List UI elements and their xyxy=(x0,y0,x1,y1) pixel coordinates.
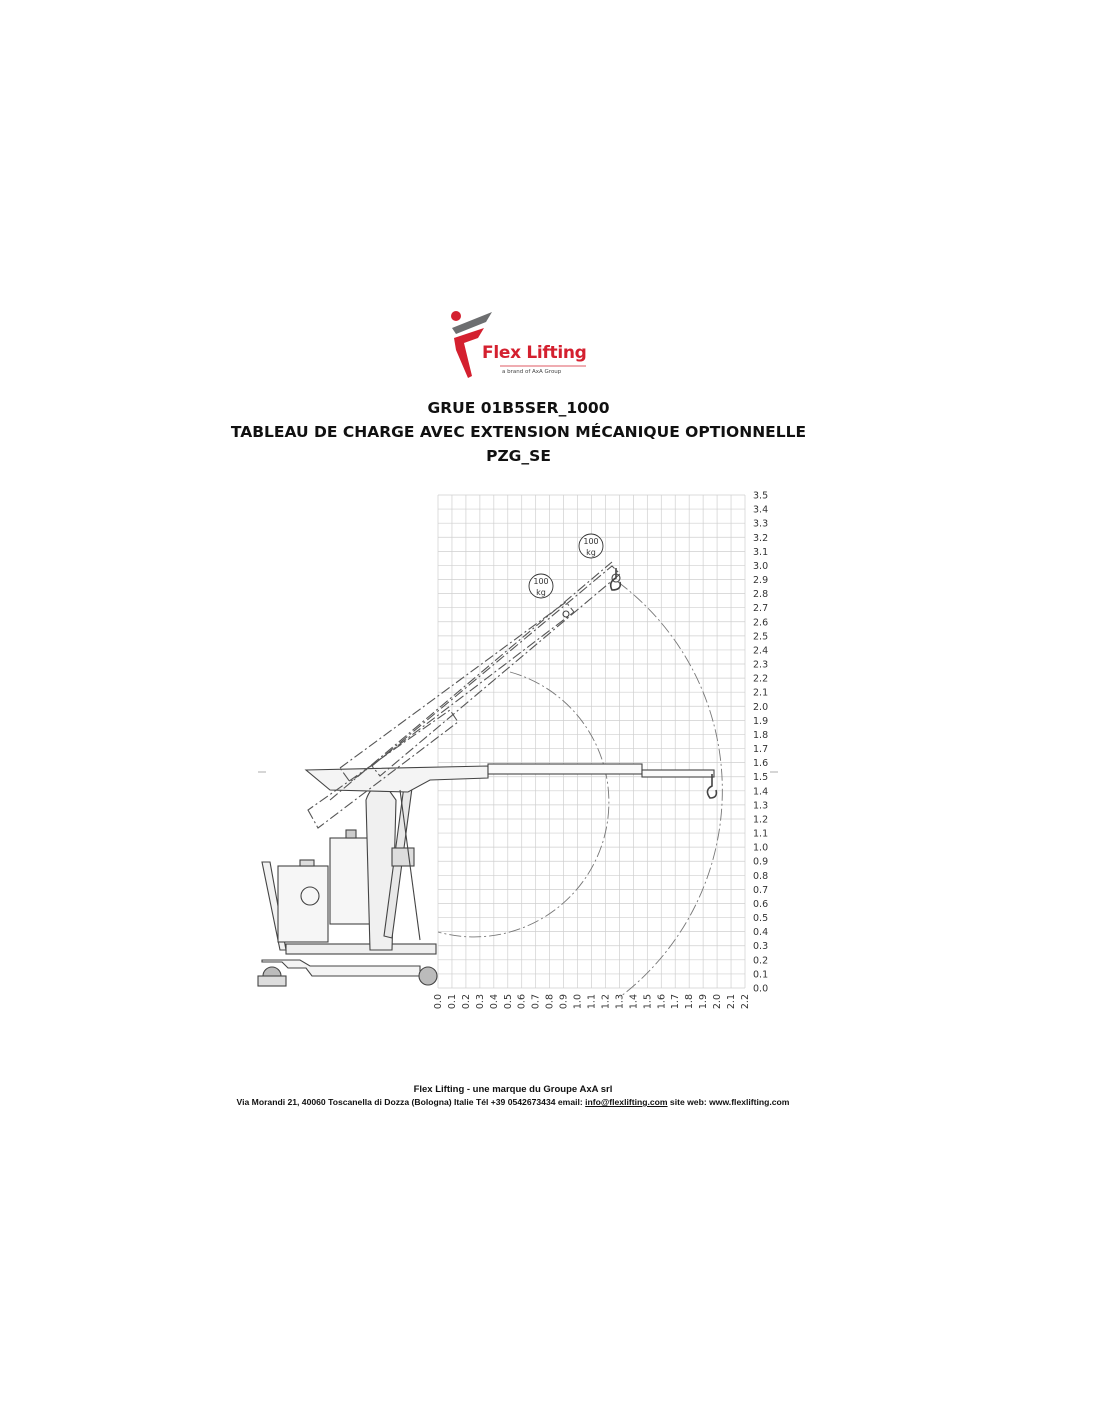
page-footer xyxy=(0,1084,1026,1108)
x-tick-label: 0.6 xyxy=(516,994,528,1010)
y-tick-label: 1.4 xyxy=(753,786,769,798)
logo-tagline: a brand of AxA Group xyxy=(502,369,562,375)
battery-box xyxy=(278,866,328,942)
y-tick-label: 1.0 xyxy=(753,842,769,854)
y-tick-label: 2.5 xyxy=(753,631,769,643)
x-tick-label: 1.5 xyxy=(642,994,654,1010)
footer-contact xyxy=(0,1096,1026,1108)
y-tick-label: 1.6 xyxy=(753,758,769,770)
x-tick-label: 0.4 xyxy=(488,994,500,1010)
x-axis-ticks xyxy=(433,994,751,1009)
y-tick-label: 1.5 xyxy=(753,772,769,784)
y-tick-label: 3.1 xyxy=(753,546,769,558)
y-tick-label: 0.0 xyxy=(753,983,769,995)
load-label-retracted xyxy=(529,574,553,598)
y-axis-ticks xyxy=(753,491,768,995)
y-tick-label: 1.1 xyxy=(753,828,769,840)
footer-company: Flex Lifting - une marque du Groupe AxA srl xyxy=(413,1084,613,1095)
title-line-1: GRUE 01B5SER_1000 xyxy=(427,399,610,417)
x-tick-label: 2.0 xyxy=(712,994,724,1010)
y-tick-label: 0.8 xyxy=(753,870,769,882)
load-label-extended xyxy=(579,534,603,558)
x-tick-label: 1.7 xyxy=(670,994,682,1010)
boom-extension-2 xyxy=(642,770,714,777)
y-tick-label: 3.0 xyxy=(753,560,769,572)
y-tick-label: 3.2 xyxy=(753,532,769,544)
y-tick-label: 1.7 xyxy=(753,744,769,756)
x-tick-label: 0.5 xyxy=(502,994,514,1010)
y-tick-label: 1.8 xyxy=(753,729,769,741)
y-tick-label: 0.7 xyxy=(753,884,769,896)
y-tick-label: 3.4 xyxy=(753,504,769,516)
y-tick-label: 1.3 xyxy=(753,800,769,812)
y-tick-label: 2.7 xyxy=(753,603,769,615)
y-tick-label: 2.3 xyxy=(753,659,769,671)
load-unit: kg xyxy=(586,548,596,557)
x-tick-label: 1.3 xyxy=(614,994,626,1010)
y-tick-label: 2.2 xyxy=(753,673,769,685)
y-tick-label: 2.0 xyxy=(753,701,769,713)
front-wheel xyxy=(419,967,437,985)
y-tick-label: 0.6 xyxy=(753,898,769,910)
title-line-3: PZG_SE xyxy=(486,447,551,465)
y-tick-label: 2.1 xyxy=(753,687,769,699)
load-value: 100 xyxy=(533,577,549,586)
y-tick-label: 2.9 xyxy=(753,575,769,587)
chart-grid xyxy=(438,495,745,988)
hydraulic-tank xyxy=(330,838,372,924)
load-unit: kg xyxy=(536,588,546,597)
y-tick-label: 1.9 xyxy=(753,715,769,727)
y-tick-label: 3.5 xyxy=(753,490,769,502)
x-tick-label: 0.1 xyxy=(446,994,458,1010)
x-tick-label: 0.3 xyxy=(474,994,486,1010)
title-line-2: TABLEAU DE CHARGE AVEC EXTENSION MÉCANIQUE OPTIONNELLE xyxy=(230,423,807,441)
footer-website: site web: www.flexlifting.com xyxy=(667,1097,790,1107)
x-tick-label: 1.6 xyxy=(656,994,668,1010)
x-tick-label: 0.0 xyxy=(433,994,444,1010)
boom-extension-1 xyxy=(488,764,642,774)
load-value: 100 xyxy=(583,537,599,546)
x-tick-label: 0.9 xyxy=(558,994,570,1010)
x-tick-label: 1.9 xyxy=(698,994,710,1010)
y-tick-label: 1.2 xyxy=(753,814,769,826)
x-tick-label: 0.7 xyxy=(530,994,542,1010)
x-tick-label: 1.2 xyxy=(600,994,612,1010)
y-tick-label: 0.5 xyxy=(753,913,769,925)
x-tick-label: 1.4 xyxy=(628,994,640,1010)
horizontal-hook xyxy=(707,774,716,798)
y-tick-label: 0.3 xyxy=(753,941,769,953)
x-tick-label: 2.2 xyxy=(740,994,751,1010)
x-tick-label: 0.8 xyxy=(544,994,556,1010)
y-tick-label: 0.4 xyxy=(753,927,769,939)
footer-email-link[interactable]: info@flexlifting.com xyxy=(585,1097,668,1107)
y-tick-label: 0.1 xyxy=(753,969,769,981)
x-tick-label: 1.8 xyxy=(684,994,696,1010)
x-tick-label: 2.1 xyxy=(726,994,738,1010)
footer-address: Via Morandi 21, 40060 Toscanella di Dozza (Bologna) Italie Tél +39 0542673434 email: xyxy=(236,1097,586,1107)
x-tick-label: 0.2 xyxy=(460,994,472,1010)
horizontal-boom xyxy=(306,766,488,792)
crane-base xyxy=(262,960,420,976)
y-tick-label: 0.2 xyxy=(753,955,769,967)
reach-arcs xyxy=(438,582,722,997)
x-tick-label: 1.0 xyxy=(572,994,584,1010)
y-tick-label: 0.9 xyxy=(753,856,769,868)
reach-arc-retracted xyxy=(438,672,609,937)
y-tick-label: 3.3 xyxy=(753,518,769,530)
x-tick-label: 1.1 xyxy=(586,994,598,1010)
y-tick-label: 2.6 xyxy=(753,617,769,629)
y-tick-label: 2.4 xyxy=(753,645,769,657)
crane-base-plate xyxy=(286,944,436,954)
logo-brand-text: Flex Lifting xyxy=(482,343,587,363)
y-tick-label: 2.8 xyxy=(753,589,769,601)
